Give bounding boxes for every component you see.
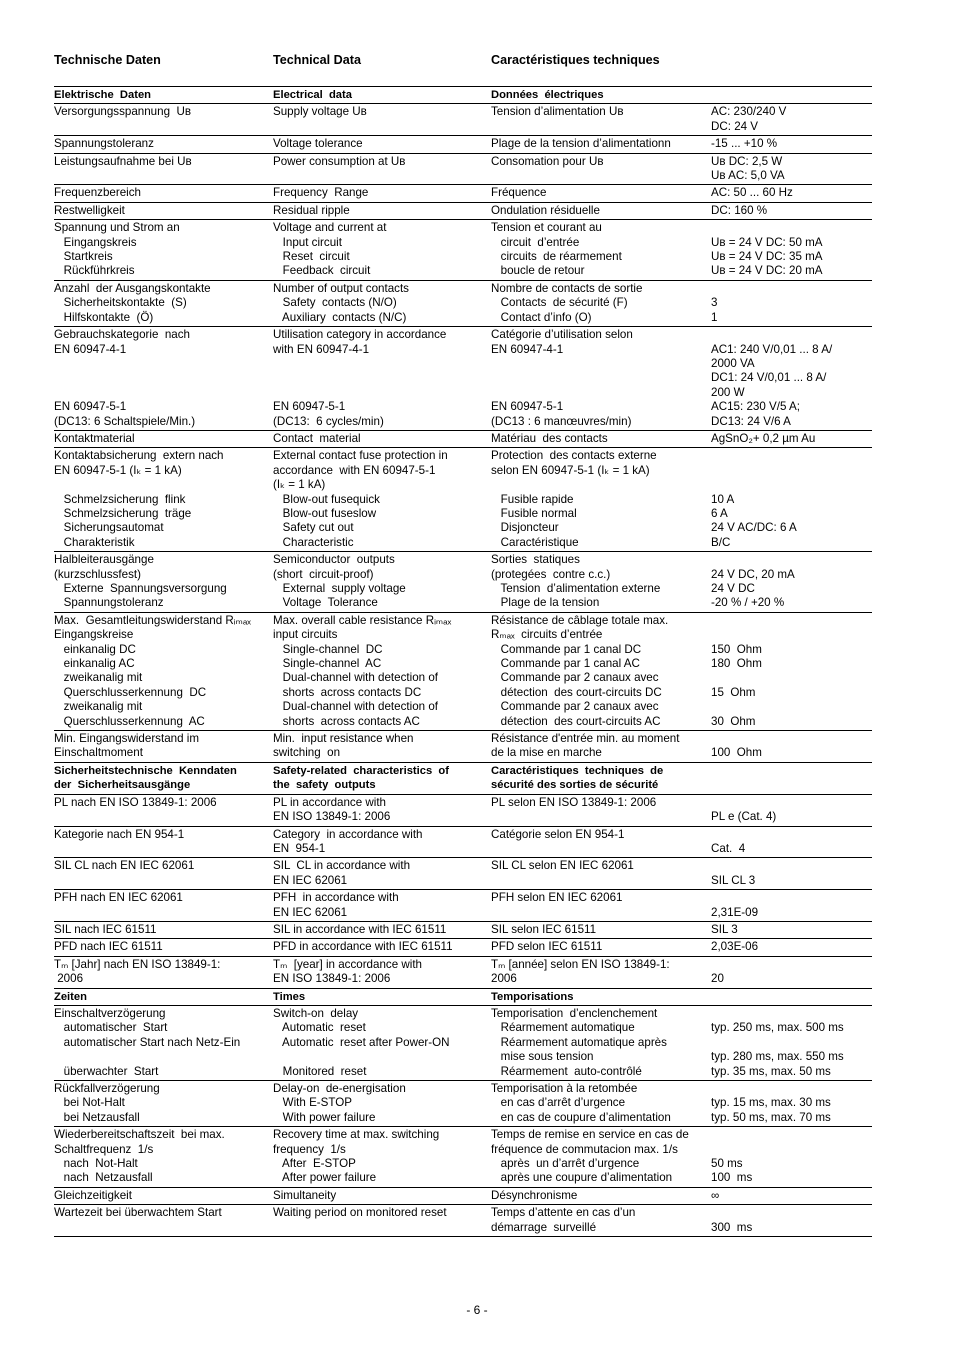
cell-val: Cat. 4 [711, 826, 872, 858]
cell-val: 10 A 6 A 24 V AC/DC: 6 A B/C [711, 448, 872, 552]
cell-en: Supply voltage Uʙ [273, 104, 491, 136]
cell-en: Times [273, 988, 491, 1005]
cell-en: Switch-on delay Automatic reset Automatic reset after Power-ON Monitored reset [273, 1005, 491, 1080]
heading-german: Technische Daten [54, 53, 161, 67]
cell-de: Elektrische Daten [54, 87, 273, 104]
cell-de: Anzahl der Ausgangskontakte Sicherheitskontakte (S) Hilfskontakte (Ö) [54, 280, 273, 326]
cell-en: Tₘ [year] in accordance with EN ISO 13849-1: 2006 [273, 956, 491, 988]
cell-en: Contact material [273, 430, 491, 447]
cell-fr: PL selon EN ISO 13849-1: 2006 [491, 794, 711, 826]
cell-val: 2,31E-09 [711, 890, 872, 922]
cell-de: Zeiten [54, 988, 273, 1005]
cell-de: SIL CL nach EN IEC 62061 [54, 858, 273, 890]
cell-de: Gebrauchskategorie nach EN 60947-4-1 EN 60947-5-1 (DC13: 6 Schaltspiele/Min.) [54, 327, 273, 431]
cell-val: DC: 160 % [711, 202, 872, 219]
cell-en: Waiting period on monitored reset [273, 1205, 491, 1237]
cell-fr: Temporisation à la retombée en cas d’arrêt d’urgence en cas de coupure d’alimentation [491, 1081, 711, 1127]
table-row [54, 430, 872, 447]
cell-fr: SIL CL selon EN IEC 62061 [491, 858, 711, 890]
cell-en: Min. input resistance when switching on [273, 731, 491, 763]
cell-val: AC1: 240 V/0,01 ... 8 A/ 2000 VA DC1: 24 V/0,01 ... 8 A/ 200 W AC15: 230 V/5 A; DC13: 24 V/6 A [711, 327, 872, 431]
cell-val: 50 ms 100 ms [711, 1127, 872, 1188]
page-number: - 6 - [466, 1303, 488, 1317]
cell-en: Delay-on de-energisation With E-STOP With power failure [273, 1081, 491, 1127]
cell-de: Halbleiterausgänge (kurzschlussfest) Externe Spannungsversorgung Spannungstoleranz [54, 552, 273, 613]
table-row [54, 1127, 872, 1188]
heading-english: Technical Data [273, 53, 361, 67]
cell-de: Max. Gesamtleitungswiderstand Rᵢₘₐₓ Eingangskreise einkanalig DC einkanalig AC zweikanalig mit Querschlusserkennung DC zweikanalig mit Querschlusserkennung AC [54, 612, 273, 730]
cell-fr: Plage de la tension d’alimentationn [491, 136, 711, 153]
cell-val: 150 Ohm 180 Ohm 15 Ohm 30 Ohm [711, 612, 872, 730]
cell-en: Frequency Range [273, 185, 491, 202]
table-row [54, 202, 872, 219]
cell-de: Kategorie nach EN 954-1 [54, 826, 273, 858]
cell-de: Frequenzbereich [54, 185, 273, 202]
cell-fr: Fréquence [491, 185, 711, 202]
cell-fr: Caractéristiques techniques de sécurité des sorties de sécurité [491, 762, 711, 794]
cell-val: AC: 230/240 V DC: 24 V [711, 104, 872, 136]
cell-val [711, 87, 872, 104]
cell-fr: Sorties statiques (protegées contre c.c.) Tension d’alimentation externe Plage de la tension [491, 552, 711, 613]
cell-de: Wiederbereitschaftszeit bei max. Schaltfrequenz 1/s nach Not-Halt nach Netzausfall [54, 1127, 273, 1188]
cell-val: PL e (Cat. 4) [711, 794, 872, 826]
cell-en: Simultaneity [273, 1187, 491, 1204]
cell-val [711, 988, 872, 1005]
table-row [54, 731, 872, 763]
cell-val: SIL CL 3 [711, 858, 872, 890]
section-header-row [54, 762, 872, 794]
cell-de: Kontaktabsicherung extern nach EN 60947-5-1 (Iₖ = 1 kA) Schmelzsicherung flink Schmelzsicherung träge Sicherungsautomat Charakteristik [54, 448, 273, 552]
table-row [54, 794, 872, 826]
cell-en: PL in accordance with EN ISO 13849-1: 2006 [273, 794, 491, 826]
cell-en: Utilisation category in accordance with EN 60947-4-1 EN 60947-5-1 (DC13: 6 cycles/min) [273, 327, 491, 431]
table-row [54, 220, 872, 281]
cell-fr: Résistance de câblage totale max. Rₘₐₓ circuits d’entrée Commande par 1 canal DC Commande par 1 canal AC Commande par 2 canaux avec détection des court-circuits DC Commande par 2 canaux avec détection des court-circuits AC [491, 612, 711, 730]
cell-val: AgSnO₂+ 0,2 µm Au [711, 430, 872, 447]
cell-de: Spannung und Strom an Eingangskreis Startkreis Rückführkreis [54, 220, 273, 281]
cell-fr: Consomation pour Uʙ [491, 153, 711, 185]
cell-fr: SIL selon IEC 61511 [491, 921, 711, 938]
table-row [54, 921, 872, 938]
cell-val: SIL 3 [711, 921, 872, 938]
cell-fr: Catégorie selon EN 954-1 [491, 826, 711, 858]
cell-val: Uʙ = 24 V DC: 50 mA Uʙ = 24 V DC: 35 mA Uʙ = 24 V DC: 20 mA [711, 220, 872, 281]
table-row [54, 1005, 872, 1080]
cell-de: SIL nach IEC 61511 [54, 921, 273, 938]
table-row [54, 858, 872, 890]
cell-de: Tₘ [Jahr] nach EN ISO 13849-1: 2006 [54, 956, 273, 988]
table-row [54, 956, 872, 988]
table-row [54, 280, 872, 326]
cell-de: Sicherheitstechnische Kenndaten der Sicherheitsausgänge [54, 762, 273, 794]
cell-en: Semiconductor outputs (short circuit-proof) External supply voltage Voltage Tolerance [273, 552, 491, 613]
table-row [54, 552, 872, 613]
cell-de: Restwelligkeit [54, 202, 273, 219]
cell-de: Rückfallverzögerung bei Not-Halt bei Netzausfall [54, 1081, 273, 1127]
cell-en: PFH in accordance with EN IEC 62061 [273, 890, 491, 922]
cell-de: PFD nach IEC 61511 [54, 939, 273, 956]
table-row [54, 890, 872, 922]
cell-en: Residual ripple [273, 202, 491, 219]
cell-fr: Protection des contacts externe selon EN 60947-5-1 (Iₖ = 1 kA) Fusible rapide Fusible normal Disjoncteur Caractéristique [491, 448, 711, 552]
cell-de: Gleichzeitigkeit [54, 1187, 273, 1204]
cell-fr: Tension et courant au circuit d’entrée circuits de réarmement boucle de retour [491, 220, 711, 281]
cell-de: Leistungsaufnahme bei Uʙ [54, 153, 273, 185]
table-row [54, 826, 872, 858]
cell-fr: Résistance d'entrée min. au moment de la mise en marche [491, 731, 711, 763]
cell-en: SIL in accordance with IEC 61511 [273, 921, 491, 938]
cell-fr: Temporisations [491, 988, 711, 1005]
cell-en: Category in accordance with EN 954-1 [273, 826, 491, 858]
cell-en: Recovery time at max. switching frequency 1/s After E-STOP After power failure [273, 1127, 491, 1188]
cell-val: Uʙ DC: 2,5 W Uʙ AC: 5,0 VA [711, 153, 872, 185]
table-body [54, 87, 872, 1237]
table-row [54, 1187, 872, 1204]
table-row [54, 939, 872, 956]
table-row [54, 185, 872, 202]
cell-val: 2,03E-06 [711, 939, 872, 956]
cell-val: ∞ [711, 1187, 872, 1204]
table-row [54, 104, 872, 136]
cell-fr: Matériau des contacts [491, 430, 711, 447]
cell-de: Versorgungsspannung Uʙ [54, 104, 273, 136]
table-row [54, 153, 872, 185]
cell-fr: Tₘ [année] selon EN ISO 13849-1: 2006 [491, 956, 711, 988]
cell-de: PFH nach EN IEC 62061 [54, 890, 273, 922]
cell-val: 100 Ohm [711, 731, 872, 763]
table-row [54, 448, 872, 552]
cell-fr: Ondulation résiduelle [491, 202, 711, 219]
section-header-row [54, 988, 872, 1005]
cell-val [711, 762, 872, 794]
cell-fr: Désynchronisme [491, 1187, 711, 1204]
cell-fr: Nombre de contacts de sortie Contacts de sécurité (F) Contact d’info (O) [491, 280, 711, 326]
cell-fr: Temps d’attente en cas d’un démarrage surveillé [491, 1205, 711, 1237]
cell-fr: Données électriques [491, 87, 711, 104]
cell-en: Voltage and current at Input circuit Reset circuit Feedback circuit [273, 220, 491, 281]
cell-val: 3 1 [711, 280, 872, 326]
cell-val: 20 [711, 956, 872, 988]
cell-fr: Catégorie d’utilisation selon EN 60947-4-1 EN 60947-5-1 (DC13 : 6 manœuvres/min) [491, 327, 711, 431]
cell-en: Number of output contacts Safety contacts (N/O) Auxiliary contacts (N/C) [273, 280, 491, 326]
table-row [54, 1081, 872, 1127]
cell-en: Electrical data [273, 87, 491, 104]
cell-en: Voltage tolerance [273, 136, 491, 153]
cell-de: Einschaltverzögerung automatischer Start automatischer Start nach Netz-Ein überwachter Start [54, 1005, 273, 1080]
cell-val: 300 ms [711, 1205, 872, 1237]
cell-en: Power consumption at Uʙ [273, 153, 491, 185]
cell-val: -15 ... +10 % [711, 136, 872, 153]
technical-data-table [54, 86, 872, 1237]
cell-val: typ. 15 ms, max. 30 ms typ. 50 ms, max. 70 ms [711, 1081, 872, 1127]
section-header-row [54, 87, 872, 104]
table-row [54, 327, 872, 431]
cell-en: PFD in accordance with IEC 61511 [273, 939, 491, 956]
cell-val: typ. 250 ms, max. 500 ms typ. 280 ms, max. 550 ms typ. 35 ms, max. 50 ms [711, 1005, 872, 1080]
cell-fr: Temporisation d’enclenchement Réarmement automatique Réarmement automatique après mise sous tension Réarmement auto-contrôlé [491, 1005, 711, 1080]
column-headings [54, 53, 874, 71]
cell-val: AC: 50 ... 60 Hz [711, 185, 872, 202]
cell-de: Kontaktmaterial [54, 430, 273, 447]
cell-de: Wartezeit bei überwachtem Start [54, 1205, 273, 1237]
cell-en: Max. overall cable resistance Rᵢₘₐₓ input circuits Single-channel DC Single-channel AC Dual-channel with detection of shorts across contacts DC Dual-channel with detection of shorts across contacts AC [273, 612, 491, 730]
cell-en: Safety-related characteristics of the safety outputs [273, 762, 491, 794]
cell-fr: Tension d’alimentation Uʙ [491, 104, 711, 136]
cell-val: 24 V DC, 20 mA 24 V DC -20 % / +20 % [711, 552, 872, 613]
cell-en: SIL CL in accordance with EN IEC 62061 [273, 858, 491, 890]
cell-fr: PFD selon IEC 61511 [491, 939, 711, 956]
cell-fr: Temps de remise en service en cas de fréquence de commutacion max. 1/s après un d’arrêt d’urgence après une coupure d’alimentation [491, 1127, 711, 1188]
cell-fr: PFH selon EN IEC 62061 [491, 890, 711, 922]
cell-en: External contact fuse protection in accordance with EN 60947-5-1 (Iₖ = 1 kA) Blow-out fusequick Blow-out fuseslow Safety cut out Characteristic [273, 448, 491, 552]
heading-french: Caractéristiques techniques [491, 53, 660, 67]
cell-de: PL nach EN ISO 13849-1: 2006 [54, 794, 273, 826]
table-row [54, 612, 872, 730]
table-row [54, 136, 872, 153]
cell-de: Min. Eingangswiderstand im Einschaltmoment [54, 731, 273, 763]
table-row [54, 1205, 872, 1237]
cell-de: Spannungstoleranz [54, 136, 273, 153]
